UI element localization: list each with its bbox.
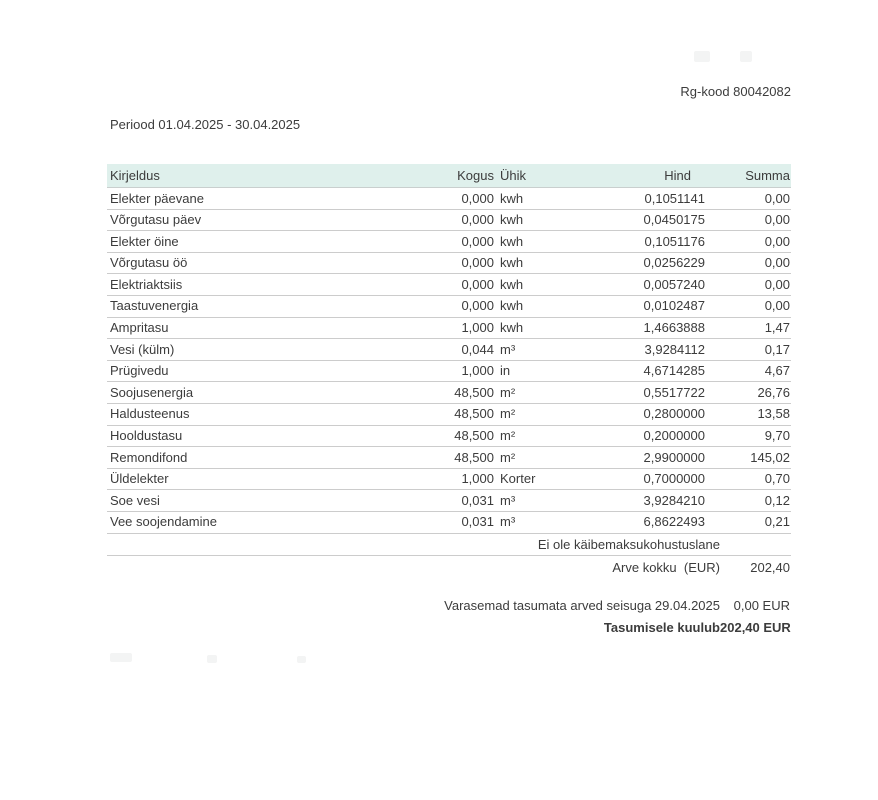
amount-due-label: Tasumisele kuulub [603, 619, 720, 635]
billing-period: Periood 01.04.2025 - 30.04.2025 [110, 117, 301, 132]
column-header-summa: Summa [745, 167, 790, 183]
table-row: Elektriaktsiis 0,000 kwh 0,0057240 0,00 [107, 274, 791, 296]
redacted-text-remnant [110, 653, 132, 662]
table-row: Võrgutasu päev 0,000 kwh 0,0450175 0,00 [107, 210, 791, 232]
column-header-kirjeldus: Kirjeldus [110, 167, 160, 183]
table-row: Soojusenergia 48,500 m² 0,5517722 26,76 [107, 382, 791, 404]
table-row: Prügivedu 1,000 in 4,6714285 4,67 [107, 361, 791, 383]
table-row: Elekter päevane 0,000 kwh 0,1051141 0,00 [107, 188, 791, 210]
table-rows [107, 188, 791, 534]
redacted-text-remnant [694, 51, 710, 62]
column-header-hind: Hind [664, 167, 691, 183]
table-row: Üldelekter 1,000 Korter 0,7000000 0,70 [107, 469, 791, 491]
table-row: Hooldustasu 48,500 m² 0,2000000 9,70 [107, 426, 791, 448]
previous-unpaid-value: 0,00 EUR [733, 597, 790, 613]
amount-due-row [107, 620, 791, 635]
table-header-row [107, 164, 791, 188]
vat-note: Ei ole käibemaksukohustuslane [107, 534, 791, 556]
column-header-yhik: Ühik [500, 167, 527, 183]
previous-unpaid-row [107, 598, 791, 613]
charges-table [107, 164, 791, 534]
table-row: Vesi (külm) 0,044 m³ 3,9284112 0,17 [107, 339, 791, 361]
amount-due-value: 202,40 EUR [720, 619, 791, 635]
table-row: Elekter öine 0,000 kwh 0,1051176 0,00 [107, 231, 791, 253]
column-header-kogus: Kogus [457, 167, 494, 183]
redacted-text-remnant [207, 655, 217, 663]
table-row: Remondifond 48,500 m² 2,9900000 145,02 [107, 447, 791, 469]
redacted-text-remnant [740, 51, 752, 62]
invoice-total-value: 202,40 [750, 559, 790, 575]
table-row: Vee soojendamine 0,031 m³ 6,8622493 0,21 [107, 512, 791, 534]
invoice-body [107, 164, 791, 635]
invoice-total-label: Arve kokku (EUR) [612, 559, 720, 575]
redacted-text-remnant [297, 656, 306, 663]
table-row: Soe vesi 0,031 m³ 3,9284210 0,12 [107, 490, 791, 512]
table-row: Taastuvenergia 0,000 kwh 0,0102487 0,00 [107, 296, 791, 318]
previous-unpaid-label: Varasemad tasumata arved seisuga 29.04.2025 [444, 597, 720, 613]
table-row: Ampritasu 1,000 kwh 1,4663888 1,47 [107, 318, 791, 340]
invoice-total-row [107, 556, 791, 580]
registry-code: Rg-kood 80042082 [680, 84, 791, 99]
table-row: Haldusteenus 48,500 m² 0,2800000 13,58 [107, 404, 791, 426]
table-row: Võrgutasu öö 0,000 kwh 0,0256229 0,00 [107, 253, 791, 275]
